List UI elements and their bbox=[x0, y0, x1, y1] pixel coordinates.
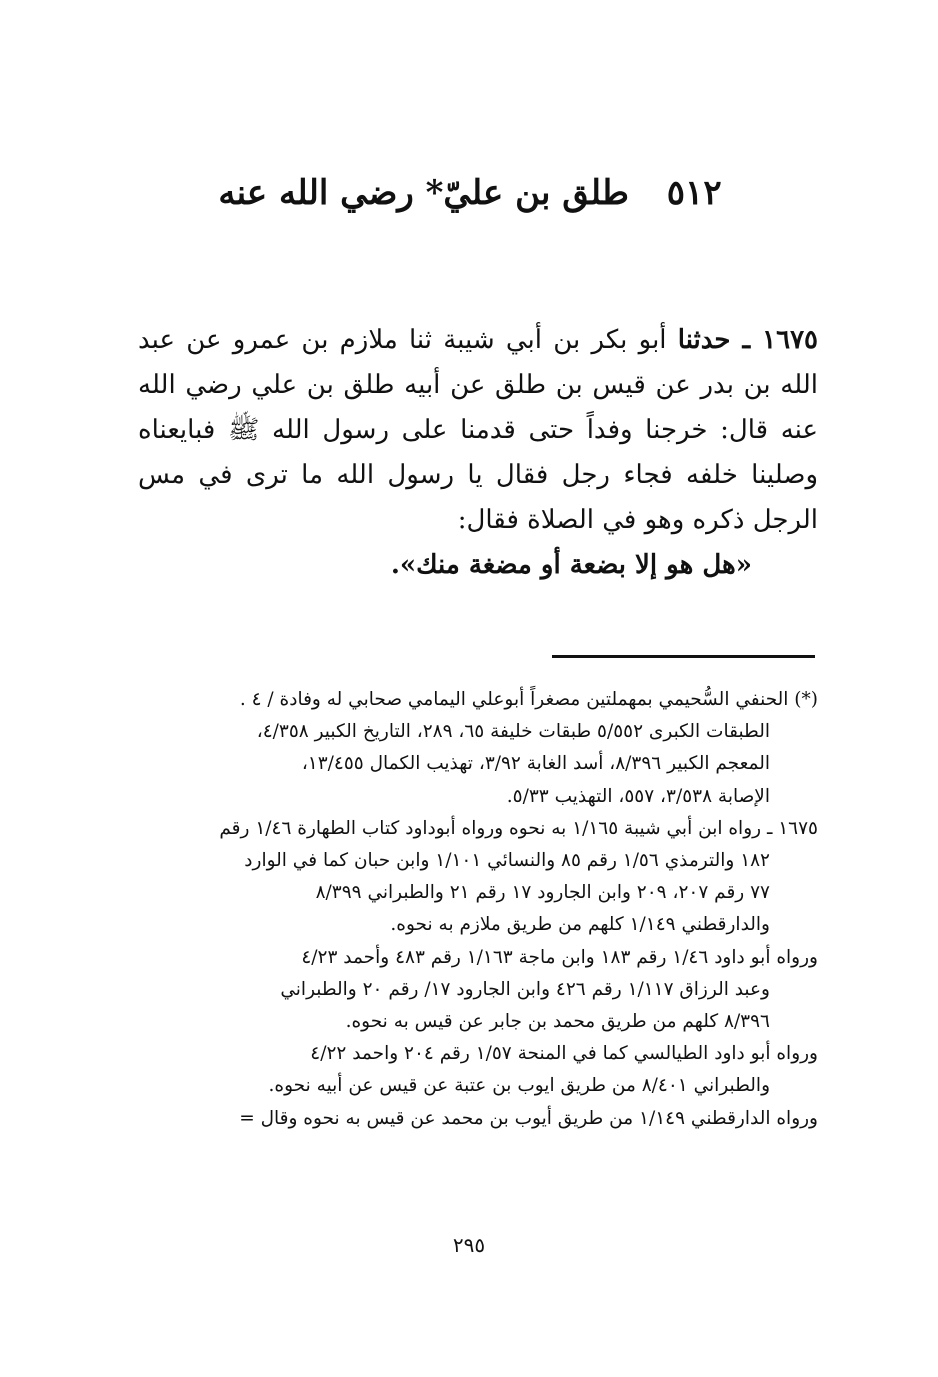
footnotes bbox=[128, 684, 818, 1135]
footnote-line: ورواه أبو داود ١/٤٦ رقم ١٨٣ وابن ماجة ١/١٦٣ رقم ٤٨٣ وأحمد ٤/٢٣ bbox=[301, 946, 818, 968]
footnote-line: والدارقطني ١/١٤٩ كلهم من طريق ملازم به نحوه. bbox=[390, 914, 770, 936]
footnote-line: ٧٧ رقم ٢٠٧، ٢٠٩ وابن الجارود ١٧ رقم ٢١ والطبراني ٨/٣٩٩ bbox=[315, 882, 770, 904]
chapter-number: ٥١٢ bbox=[666, 173, 722, 213]
hadith-lead: ١٦٧٥ ـ حدثنا bbox=[677, 325, 818, 355]
footnote-separator bbox=[552, 655, 815, 658]
footnote-line: وعبد الرزاق ١/١١٧ رقم ٤٢٦ وابن الجارود ١٧/ رقم ٢٠ والطبراني bbox=[280, 978, 770, 1000]
footnote-line: ١٨٢ والترمذي ١/٥٦ رقم ٨٥ والنسائي ١/١٠١ وابن حبان كما في الوارد bbox=[244, 850, 770, 872]
page-number: ٢٩٥ bbox=[452, 1233, 486, 1257]
footnote-line: ورواه الدارقطني ١/١٤٩ من طريق أيوب بن محمد عن قيس به نحوه وقال = bbox=[239, 1107, 818, 1129]
footnote-line: الإصابة ٣/٥٣٨، ٥٥٧، التهذيب ٥/٣٣. bbox=[506, 785, 770, 807]
chapter-title: طلق بن عليّ* رضي الله عنه bbox=[218, 173, 629, 213]
footnote-line: ورواه أبو داود الطيالسي كما في المنحة ١/٥٧ رقم ٢٠٤ واحمد ٤/٢٢ bbox=[310, 1043, 818, 1065]
hadith-body: أبو بكر بن أبي شيبة ثنا ملازم بن عمرو عن عبد الله بن بدر عن قيس بن طلق عن أبيه طلق بن علي رضي الله عنه قال: خرجنا وفداً حتى قدمنا على رسول الله ﷺ فبايعناه وصلينا خلفه فجاء رجل فقال يا رسول الله ما ترى في مس الرجل ذكره وهو في الصلاة فقال: bbox=[138, 325, 818, 535]
hadith-quote: «هل هو إلا بضعة أو مضغة منك». bbox=[390, 550, 752, 580]
chapter-heading bbox=[120, 168, 820, 218]
footnote-line: (*) الحنفي السُّحيمي بمهملتين مصغراً أبوعلي اليمامي صحابي له وفادة / ٤ . bbox=[239, 689, 818, 710]
footnote-line: ٨/٣٩٦ كلهم من طريق محمد بن جابر عن قيس به نحوه. bbox=[345, 1011, 770, 1033]
hadith-text bbox=[138, 318, 818, 588]
footnote-line: الطبقات الكبرى ٥/٥٥٢ طبقات خليفة ٦٥، ٢٨٩، التاريخ الكبير ٤/٣٥٨، bbox=[256, 721, 770, 743]
footnote-line: المعجم الكبير ٨/٣٩٦، أسد الغابة ٣/٩٢، تهذيب الكمال ١٣/٤٥٥، bbox=[301, 753, 770, 775]
footnote-line: ١٦٧٥ ـ رواه ابن أبي شيبة ١/١٦٥ به نحوه ورواه أبوداود كتاب الطهارة ١/٤٦ رقم bbox=[219, 817, 818, 839]
footnote-line: والطبراني ٨/٤٠١ من طريق ايوب بن عتبة عن قيس عن أبيه نحوه. bbox=[268, 1075, 770, 1097]
